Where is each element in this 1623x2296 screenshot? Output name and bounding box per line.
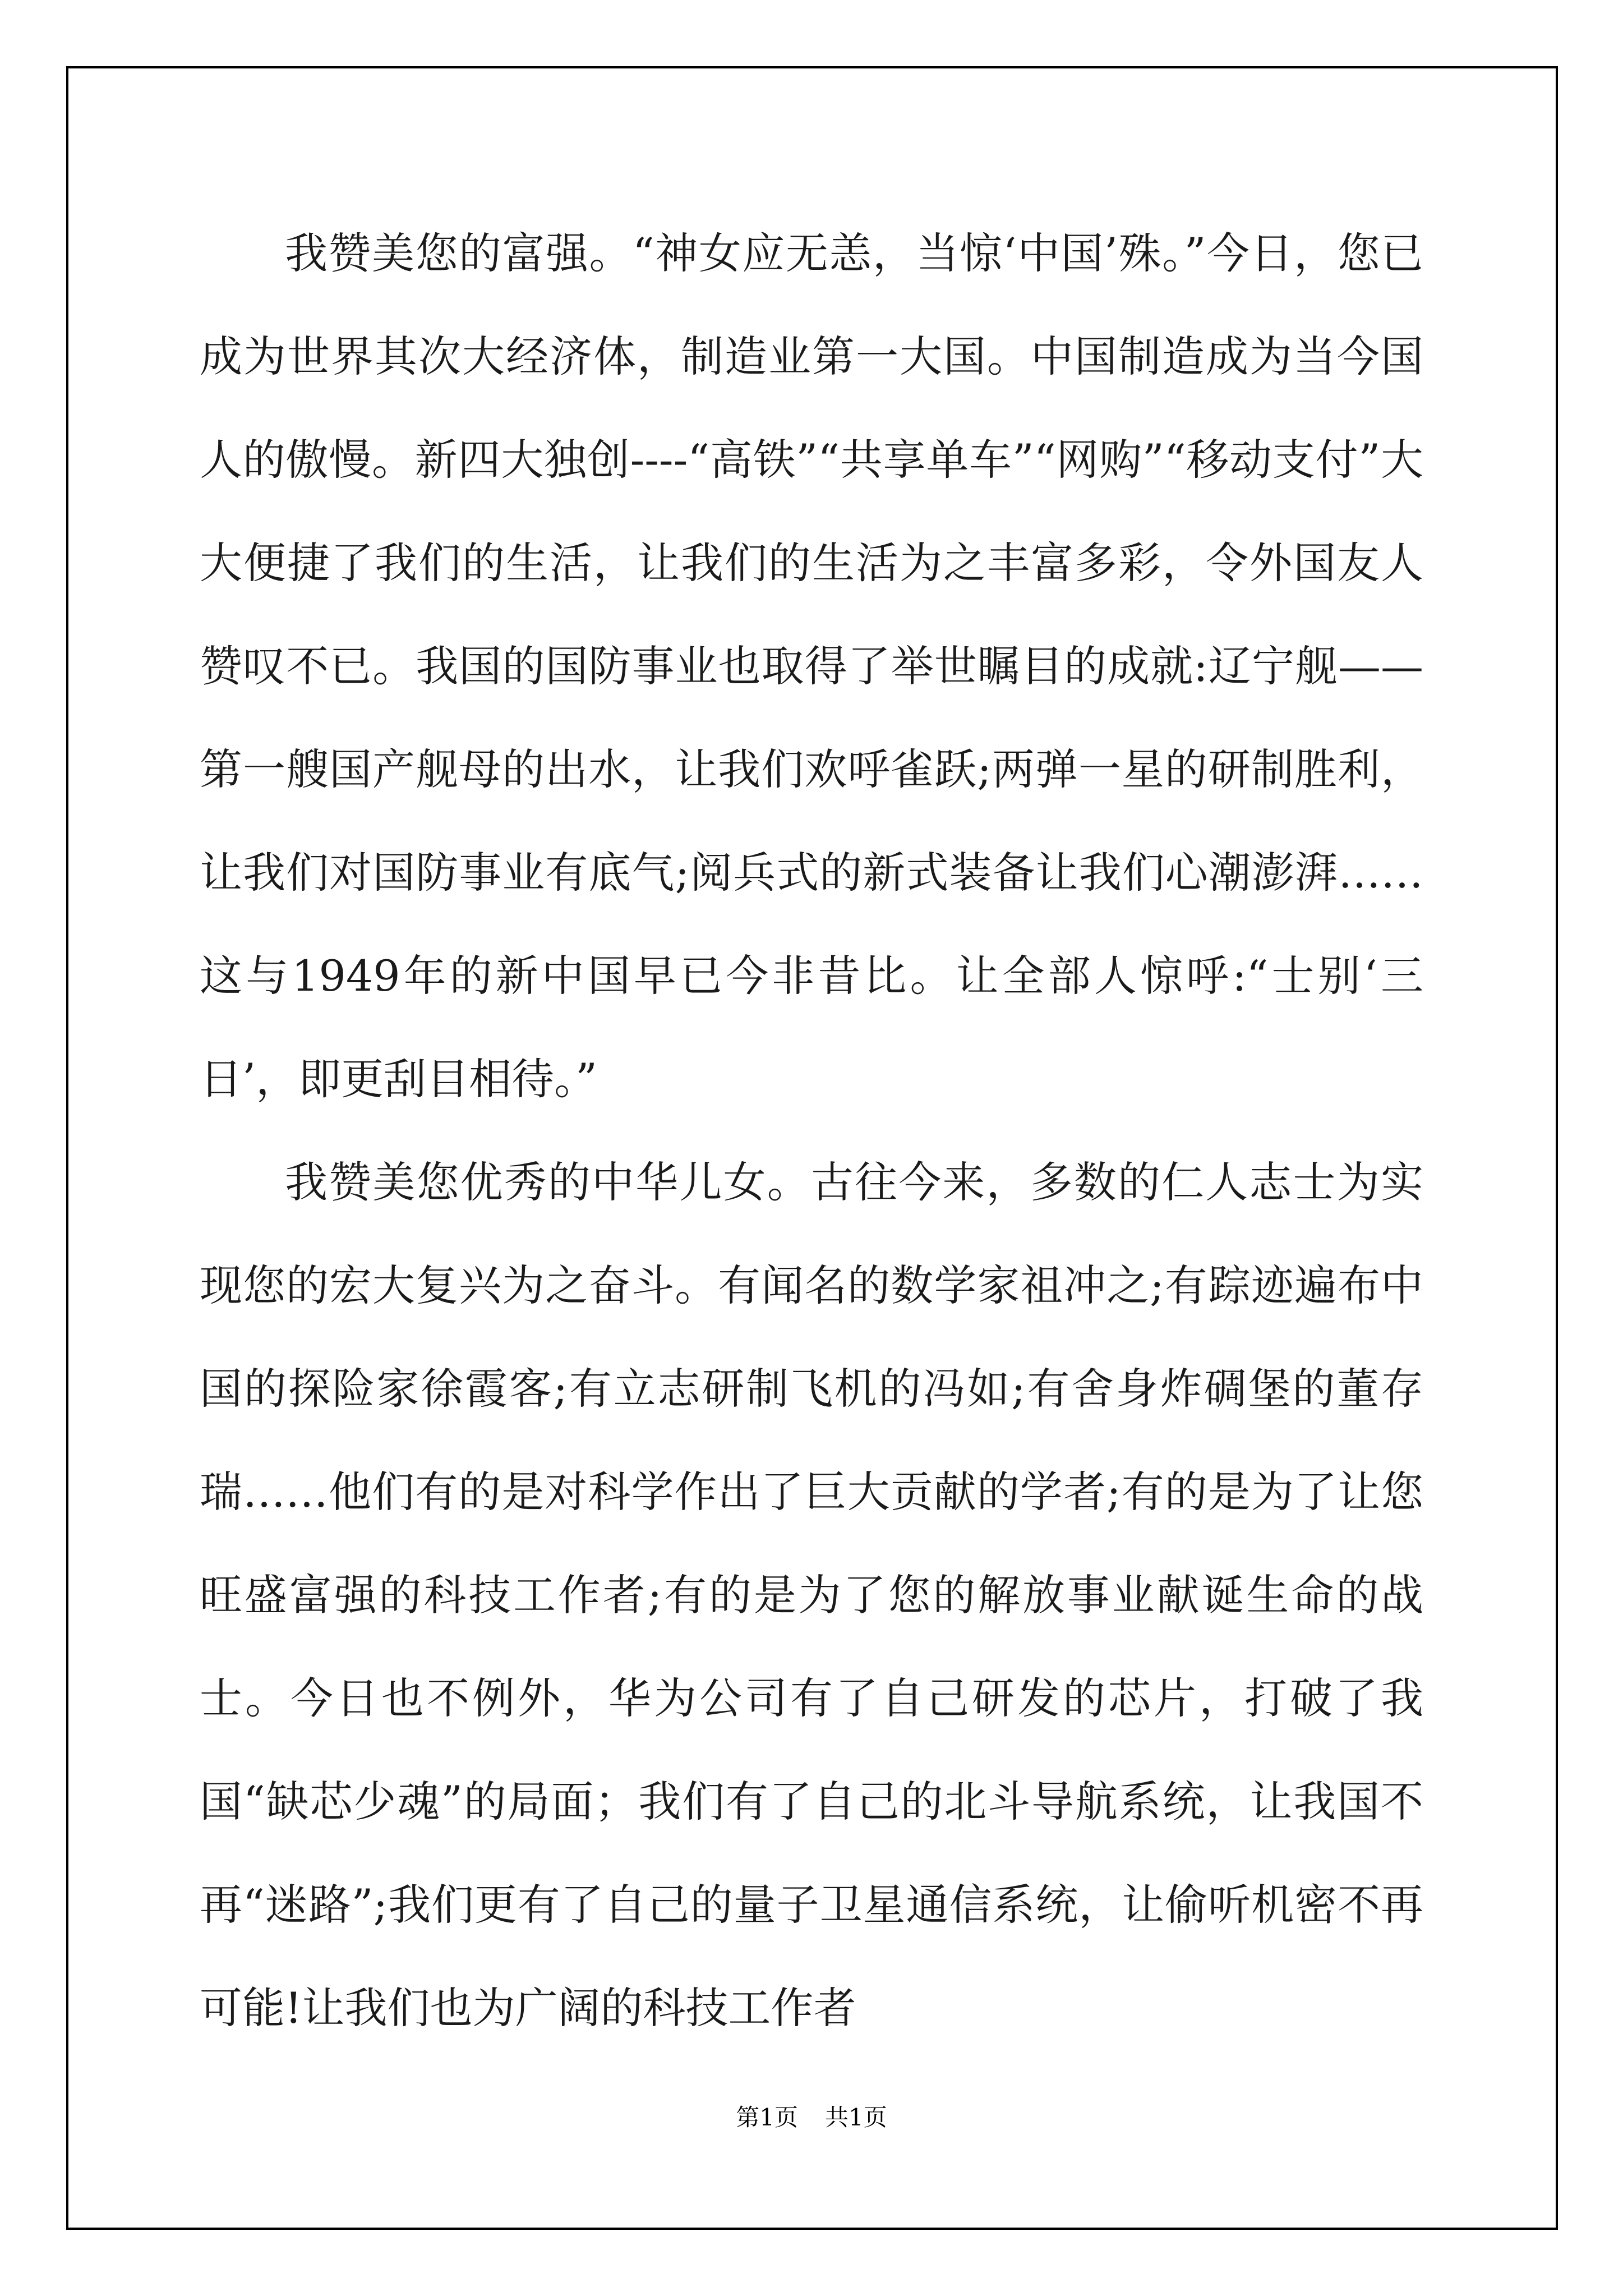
page-footer xyxy=(0,2101,1623,2134)
paragraph-2: 我赞美您优秀的中华儿女。古往今来，多数的仁人志士为实现您的宏大复兴为之奋斗。有闻名的数学家祖冲之;有踪迹遍布中国的探险家徐霞客;有立志研制飞机的冯如;有舍身炸碉堡的董存瑞……他们有的是对科学作出了巨大贡献的学者;有的是为了让您旺盛富强的科技工作者;有的是为了您的解放事业献诞生命的战士。今日也不例外，华为公司有了自己研发的芯片，打破了我国“缺芯少魂”的局面；我们有了自己的北斗导航系统，让我国不再“迷路”;我们更有了自己的量子卫星通信系统，让偷听机密不再可能!让我们也为广阔的科技工作者 xyxy=(200,1157,1423,2033)
paragraph-1: 我赞美您的富强。“神女应无恙，当惊‘中国’殊。”今日，您已成为世界其次大经济体，制造业第一大国。中国制造成为当今国人的傲慢。新四大独创----“高铁”“共享单车”“网购”“移动支付”大大便捷了我们的生活，让我们的生活为之丰富多彩，令外国友人赞叹不已。我国的国防事业也取得了举世瞩目的成就:辽宁舰——第一艘国产舰母的出水，让我们欢呼雀跃;两弹一星的研制胜利，让我们对国防事业有底气;阅兵式的新式装备让我们心潮澎湃……这与1949年的新中国早已今非昔比。让全部人惊呼:“士别‘三日’，即更刮目相待。” xyxy=(200,228,1423,1104)
page-number: 第1页 xyxy=(736,2104,798,2131)
document-body xyxy=(200,202,1423,2060)
page-total: 共1页 xyxy=(825,2104,887,2131)
